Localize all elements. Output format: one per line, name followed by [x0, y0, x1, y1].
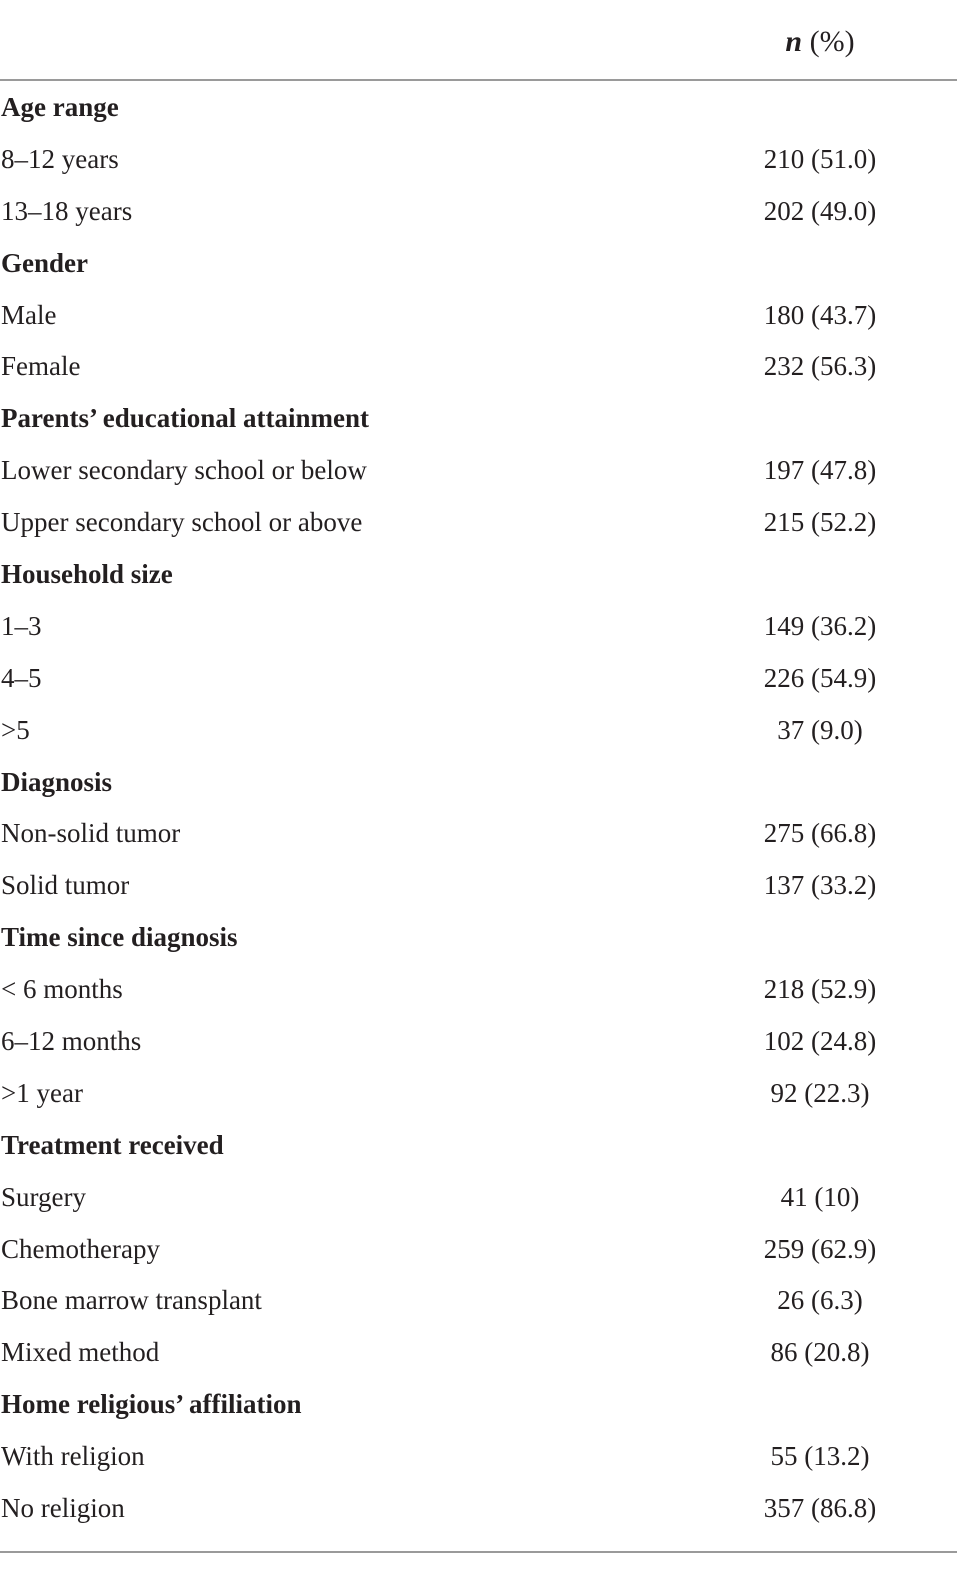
table-row	[0, 340, 957, 392]
row-value: 37 (9.0)	[777, 714, 863, 745]
row-value: 210 (51.0)	[763, 143, 877, 174]
table-row	[0, 1223, 957, 1275]
row-label: < 6 months	[1, 974, 123, 1005]
table-row	[0, 963, 957, 1015]
table-body	[0, 81, 957, 1534]
row-value: 218 (52.9)	[763, 974, 877, 1005]
table-row	[0, 1171, 957, 1223]
row-value: 232 (56.3)	[763, 351, 877, 382]
section-header-row	[0, 1378, 957, 1430]
table-row	[0, 1430, 957, 1482]
section-label: Time since diagnosis	[1, 922, 238, 953]
row-label: No religion	[1, 1493, 125, 1524]
table-row	[0, 1482, 957, 1534]
section-label: Diagnosis	[1, 766, 113, 797]
table-row	[0, 1015, 957, 1067]
section-header-row	[0, 81, 957, 133]
row-label: 6–12 months	[1, 1026, 142, 1057]
section-header-row	[0, 548, 957, 600]
section-header-row	[0, 911, 957, 963]
table-row	[0, 652, 957, 704]
section-label: Home religious’ affiliation	[1, 1389, 302, 1420]
row-label: Surgery	[1, 1181, 86, 1212]
table-row	[0, 704, 957, 756]
table-header-row	[0, 0, 957, 81]
section-header-row	[0, 392, 957, 444]
table-row	[0, 1326, 957, 1378]
table-row	[0, 289, 957, 341]
row-label: Male	[1, 299, 57, 330]
row-value: 26 (6.3)	[777, 1285, 863, 1316]
table-row	[0, 185, 957, 237]
row-value: 197 (47.8)	[763, 455, 877, 486]
row-label: 8–12 years	[1, 143, 119, 174]
row-value: 55 (13.2)	[770, 1441, 870, 1472]
row-value: 86 (20.8)	[770, 1337, 870, 1368]
row-label: Bone marrow transplant	[1, 1285, 262, 1316]
row-value: 137 (33.2)	[763, 870, 877, 901]
row-value: 275 (66.8)	[763, 818, 877, 849]
row-value: 215 (52.2)	[763, 507, 877, 538]
row-value: 92 (22.3)	[770, 1077, 870, 1108]
section-label: Age range	[1, 92, 119, 122]
row-label: Upper secondary school or above	[1, 507, 363, 538]
row-value: 102 (24.8)	[763, 1026, 877, 1057]
row-label: Solid tumor	[1, 870, 130, 901]
table-bottom-rule	[0, 1551, 957, 1553]
section-label: Treatment received	[1, 1129, 224, 1160]
section-header-row	[0, 237, 957, 289]
row-label: Chemotherapy	[1, 1233, 160, 1264]
section-header-row	[0, 756, 957, 808]
column-header-n: n	[785, 25, 803, 58]
table-row	[0, 600, 957, 652]
column-header-n-percent	[720, 22, 920, 62]
row-label: 1–3	[1, 610, 42, 641]
row-value: 180 (43.7)	[763, 299, 877, 330]
row-label: Non-solid tumor	[1, 818, 181, 849]
table-row	[0, 1067, 957, 1119]
row-label: 13–18 years	[1, 195, 133, 226]
row-value: 202 (49.0)	[763, 195, 877, 226]
table-row	[0, 1274, 957, 1326]
row-label: >5	[1, 714, 30, 745]
row-label: 4–5	[1, 662, 42, 693]
section-label: Parents’ educational attainment	[1, 403, 369, 434]
row-label: Mixed method	[1, 1337, 160, 1368]
row-label: Lower secondary school or below	[1, 455, 367, 486]
row-label: >1 year	[1, 1077, 83, 1108]
row-value: 259 (62.9)	[763, 1233, 877, 1264]
row-value: 357 (86.8)	[763, 1493, 877, 1524]
table-row	[0, 807, 957, 859]
table-row	[0, 496, 957, 548]
section-label: Gender	[1, 247, 88, 278]
section-label: Household size	[1, 559, 173, 590]
table-row	[0, 133, 957, 185]
table-row	[0, 444, 957, 496]
row-value: 226 (54.9)	[763, 662, 877, 693]
row-label: Female	[1, 351, 81, 382]
row-value: 41 (10)	[780, 1181, 860, 1212]
table-row	[0, 859, 957, 911]
row-value: 149 (36.2)	[763, 610, 877, 641]
row-label: With religion	[1, 1441, 145, 1472]
column-header-percent: (%)	[809, 25, 855, 58]
section-header-row	[0, 1119, 957, 1171]
